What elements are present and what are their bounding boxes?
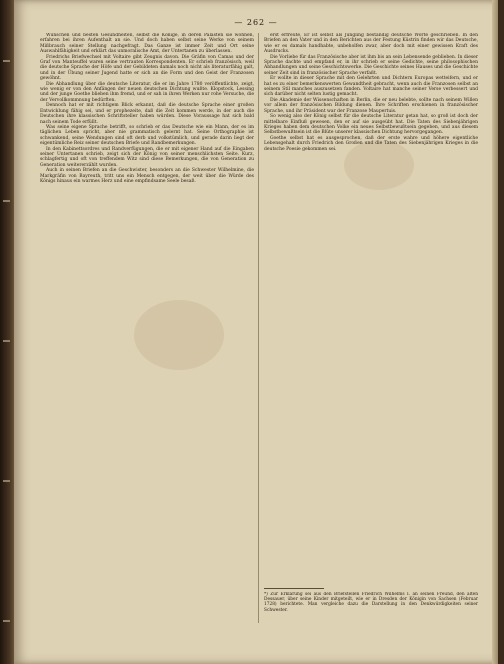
paragraph: erst erfreute, Er ist selbst als Jüngling beständig deutsche Worte geschrieben. In den Briefen an den Vater und in den Berichten aus der Festung Küstrin finden wir das Deutsche, wie er es damals handhabte, unbeholfen zwar, aber doch mit einer gewissen Kraft des Ausdrucks.: [264, 33, 478, 55]
right-text-column: [264, 33, 478, 585]
footnote-text: *) Zur Erklärung sei aus den Briefstellen Friedrich Wilhelms I. an seinen Freund, den alten Dessauer, über seine Kinder mitgeteilt, wie er in Dresden der Königin von Sachsen (Februar 1728) berichtete. Man vergleiche dazu die Darstellung in den Denkwürdigkeiten seiner Schwester.: [264, 592, 478, 613]
page-number: — 262 —: [234, 18, 278, 27]
paragraph: So wenig also der König selbst für die deutsche Literatur getan hat, so groß ist doch der mittelbare Einfluß gewesen, den er auf sie ausgeübt hat. Die Taten des Siebenjährigen Krieges haben dem deutschen Volke ein neues Selbstbewußtsein gegeben, und aus diesem Selbstbewußtsein ist die Blüte unserer klassischen Dichtung hervorgegangen.: [264, 114, 478, 136]
binding-gutter: [0, 0, 14, 664]
paragraph: Wunschen und besten Gesundheiten, selbst die Könige, in deren Palästen sie wohnen, erfahren bei ihren Aufenthalt an sie. Und doch haben selbst seine Werke von seinem Mißbrauch seiner Stellung nachgefragt. Das Ganze ist immer Zeit und Ort seine Auswahlfähigkeit und erklärt das unmoralische Amt, der Untertanen zu überlassen.: [40, 33, 254, 55]
binding-stitch: [3, 200, 10, 202]
column-divider: [258, 33, 259, 623]
paragraph: Friedrichs Briefwechsel mit Voltaire gibt Zeugnis davon. Die Gräfin von Camas und der Graf von Manteuffel waren seine vertrauten Korrespondenten. Er schrieb französisch, weil die deutsche Sprache der Höfe und der Gebildeten damals noch nicht als literaturfähig galt, und in der Übung seiner Jugend hatte er sich an die Form und den Geist der Franzosen gewöhnt.: [40, 54, 254, 82]
footnote-separator: [264, 588, 324, 589]
paragraph: Die Akademie der Wissenschaften in Berlin, die er neu belebte, sollte nach seinem Willen vor allem der französischen Bildung dienen. Ihre Schriften erschienen in französischer Sprache, und ihr Präsident war der Franzose Maupertuis.: [264, 97, 478, 114]
binding-stitch: [3, 60, 10, 62]
footnote: [264, 592, 478, 632]
paragraph: In den Kabinettsordres und Randverfügungen, die er mit eigener Hand auf die Eingaben seiner Untertanen schrieb, zeigt sich der König von seiner menschlichsten Seite. Kurz, schlagfertig und oft von treffendem Witz sind diese Bemerkungen, die von Generation zu Generation weitererzählt wurden.: [40, 146, 254, 168]
binding-stitch: [3, 340, 10, 342]
paragraph: Auch in seinen Briefen an die Geschwister, besonders an die Schwester Wilhelmine, die Markgräfin von Bayreuth, tritt uns ein Mensch entgegen, der weit über die Würde des Königs hinaus ein warmes Herz und eine empfindsame Seele besaß.: [40, 168, 254, 184]
paragraph: Er wollte in dieser Sprache mit den Gelehrten und Dichtern Europas wetteifern, und er hat es zu einer bemerkenswerten Gewandtheit gebracht, wenn auch die Franzosen selbst an seinem Stil manches auszusetzen fanden. Voltaire hat manche seiner Verse verbessert und sich darüber nicht selten lustig gemacht.: [264, 76, 478, 98]
binding-stitch: [3, 620, 10, 622]
left-text-column: [40, 33, 254, 621]
paragraph: Die Abhandlung über die deutsche Literatur, die er im Jahre 1780 veröffentlichte, zeigt, wie wenig er von den Anfängen der neuen deutschen Dichtung wußte. Klopstock, Lessing und der junge Goethe blieben ihm fremd, und er sah in ihren Werken nur rohe Versuche, die der Vervollkommnung bedürften.: [40, 81, 254, 103]
page-edge: [492, 0, 498, 664]
paragraph: Dennoch hat er mit richtigem Blick erkannt, daß die deutsche Sprache einer großen Entwicklung fähig sei, und er prophezeite, daß die Zeit kommen werde, in der auch die Deutschen ihre klassischen Schriftsteller haben würden. Diese Voraussage hat sich bald nach seinem Tode erfüllt.: [40, 103, 254, 125]
paragraph: Was seine eigene Sprache betrifft, so schrieb er das Deutsche wie ein Mann, der es im täglichen Leben spricht, aber nie grammatisch gelernt hat. Seine Orthographie ist schwankend, seine Wendungen sind oft derb und volkstümlich, und gerade darin liegt der eigentümliche Reiz seiner deutschen Briefe und Randbemerkungen.: [40, 124, 254, 147]
binding-stitch: [3, 480, 10, 482]
book-page: [14, 0, 498, 664]
paragraph: Goethe selbst hat es ausgesprochen, daß der erste wahre und höhere eigentliche Lebensgehalt durch Friedrich den Großen und die Taten des Siebenjährigen Krieges in die deutsche Poesie gekommen sei.: [264, 135, 478, 152]
paragraph: Die Vorliebe für das Französische aber ist ihm bis an sein Lebensende geblieben. In dieser Sprache dachte und empfand er, in ihr schrieb er seine Gedichte, seine philosophischen Abhandlungen und seine Geschichtswerke. Die Geschichte seines Hauses und die Geschichte seiner Zeit sind in französischer Sprache verfaßt.: [264, 54, 478, 76]
